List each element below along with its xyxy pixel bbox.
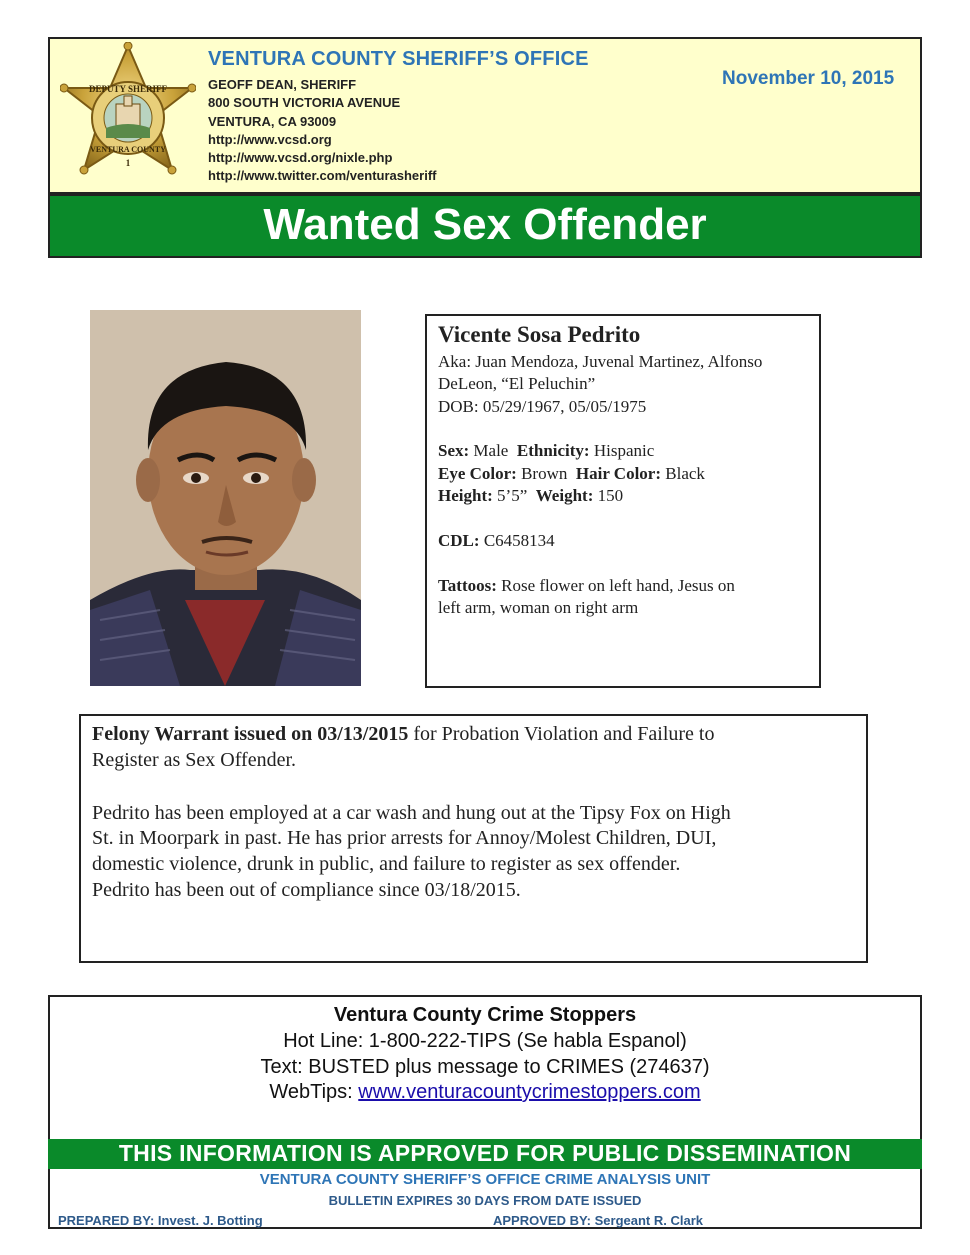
- approved-by: APPROVED BY: Sergeant R. Clark: [493, 1213, 703, 1228]
- agency-name: VENTURA COUNTY SHERIFF’S OFFICE: [208, 48, 589, 70]
- analysis-unit: VENTURA COUNTY SHERIFF’S OFFICE CRIME ANALYSIS UNIT: [259, 1171, 711, 1188]
- details-line-2: St. in Moorpark in past. He has prior arrests for Annoy/Molest Children, DUI,: [92, 827, 717, 849]
- bulletin-title: Wanted Sex Offender: [263, 200, 707, 249]
- aka-line-2: DeLeon, “El Peluchin”: [438, 374, 596, 393]
- details-line-3: domestic violence, drunk in public, and failure to register as sex offender.: [92, 853, 681, 875]
- weight-value: 150: [597, 486, 624, 505]
- cdl-label: CDL:: [438, 531, 480, 550]
- eye-label: Eye Color:: [438, 464, 517, 483]
- mugshot-photo: [90, 310, 361, 686]
- offender-name: Vicente Sosa Pedrito: [438, 322, 641, 347]
- svg-text:1: 1: [125, 158, 131, 168]
- warrant-reason: for Probation Violation and Failure to: [408, 723, 715, 745]
- bulletin-expiry: BULLETIN EXPIRES 30 DAYS FROM DATE ISSUED: [328, 1193, 642, 1208]
- sheriff-star-badge-icon: [60, 42, 196, 188]
- cdl-value: C6458134: [483, 531, 555, 550]
- weight-label: Weight:: [535, 486, 594, 505]
- warrant-issued: Felony Warrant issued on 03/13/2015: [92, 723, 409, 745]
- height-weight-line: [438, 486, 623, 506]
- agency-city: VENTURA, CA 93009: [208, 114, 337, 129]
- sex-value: Male: [473, 441, 509, 460]
- warrant-line-2: Register as Sex Offender.: [92, 749, 297, 771]
- twitter-link[interactable]: http://www.twitter.com/venturasheriff: [208, 168, 437, 183]
- dob-line: DOB: 05/29/1967, 05/05/1975: [438, 397, 647, 416]
- tattoos-label: Tattoos:: [438, 576, 497, 595]
- sex-ethnicity-line: [438, 441, 654, 461]
- details-line-1: Pedrito has been employed at a car wash and hung out at the Tipsy Fox on High: [92, 802, 731, 824]
- text-tip-line: Text: BUSTED plus message to CRIMES (274637): [260, 1056, 710, 1078]
- webtips-line: [48, 1081, 922, 1104]
- eye-hair-line: [438, 464, 705, 484]
- webtips-link[interactable]: www.venturacountycrimestoppers.com: [358, 1081, 701, 1103]
- hair-value: Black: [665, 464, 705, 483]
- prepared-by: PREPARED BY: Invest. J. Botting: [58, 1213, 263, 1228]
- svg-text:VENTURA COUNTY: VENTURA COUNTY: [90, 145, 166, 154]
- agency-website-link[interactable]: http://www.vcsd.org: [208, 132, 332, 147]
- nixle-link[interactable]: http://www.vcsd.org/nixle.php: [208, 150, 393, 165]
- webtips-label: WebTips:: [269, 1081, 359, 1103]
- crime-stoppers-title: Ventura County Crime Stoppers: [333, 1004, 637, 1026]
- agency-street: 800 SOUTH VICTORIA AVENUE: [208, 95, 401, 110]
- hair-label: Hair Color:: [575, 464, 662, 483]
- sex-label: Sex:: [438, 441, 470, 460]
- aka-line-1: Aka: Juan Mendoza, Juvenal Martinez, Alfonso: [438, 352, 763, 371]
- tattoos-value-1: Rose flower on left hand, Jesus on: [501, 576, 735, 595]
- bulletin-date: November 10, 2015: [722, 68, 895, 89]
- height-label: Height:: [438, 486, 493, 505]
- warrant-line-1: [92, 723, 715, 746]
- tattoos-line-1: [438, 576, 735, 596]
- height-value: 5’5”: [497, 486, 528, 505]
- svg-text:DEPUTY SHERIFF: DEPUTY SHERIFF: [89, 84, 167, 94]
- ethnicity-value: Hispanic: [593, 441, 655, 460]
- sheriff-name: GEOFF DEAN, SHERIFF: [208, 77, 357, 92]
- tattoos-value-2: left arm, woman on right arm: [438, 598, 639, 617]
- approval-text: THIS INFORMATION IS APPROVED FOR PUBLIC DISSEMINATION: [118, 1140, 852, 1166]
- ethnicity-label: Ethnicity:: [516, 441, 590, 460]
- eye-value: Brown: [521, 464, 568, 483]
- details-line-4: Pedrito has been out of compliance since 03/18/2015.: [92, 879, 521, 901]
- hotline-line: Hot Line: 1-800-222-TIPS (Se habla Espanol): [283, 1030, 687, 1052]
- cdl-line: [438, 531, 555, 551]
